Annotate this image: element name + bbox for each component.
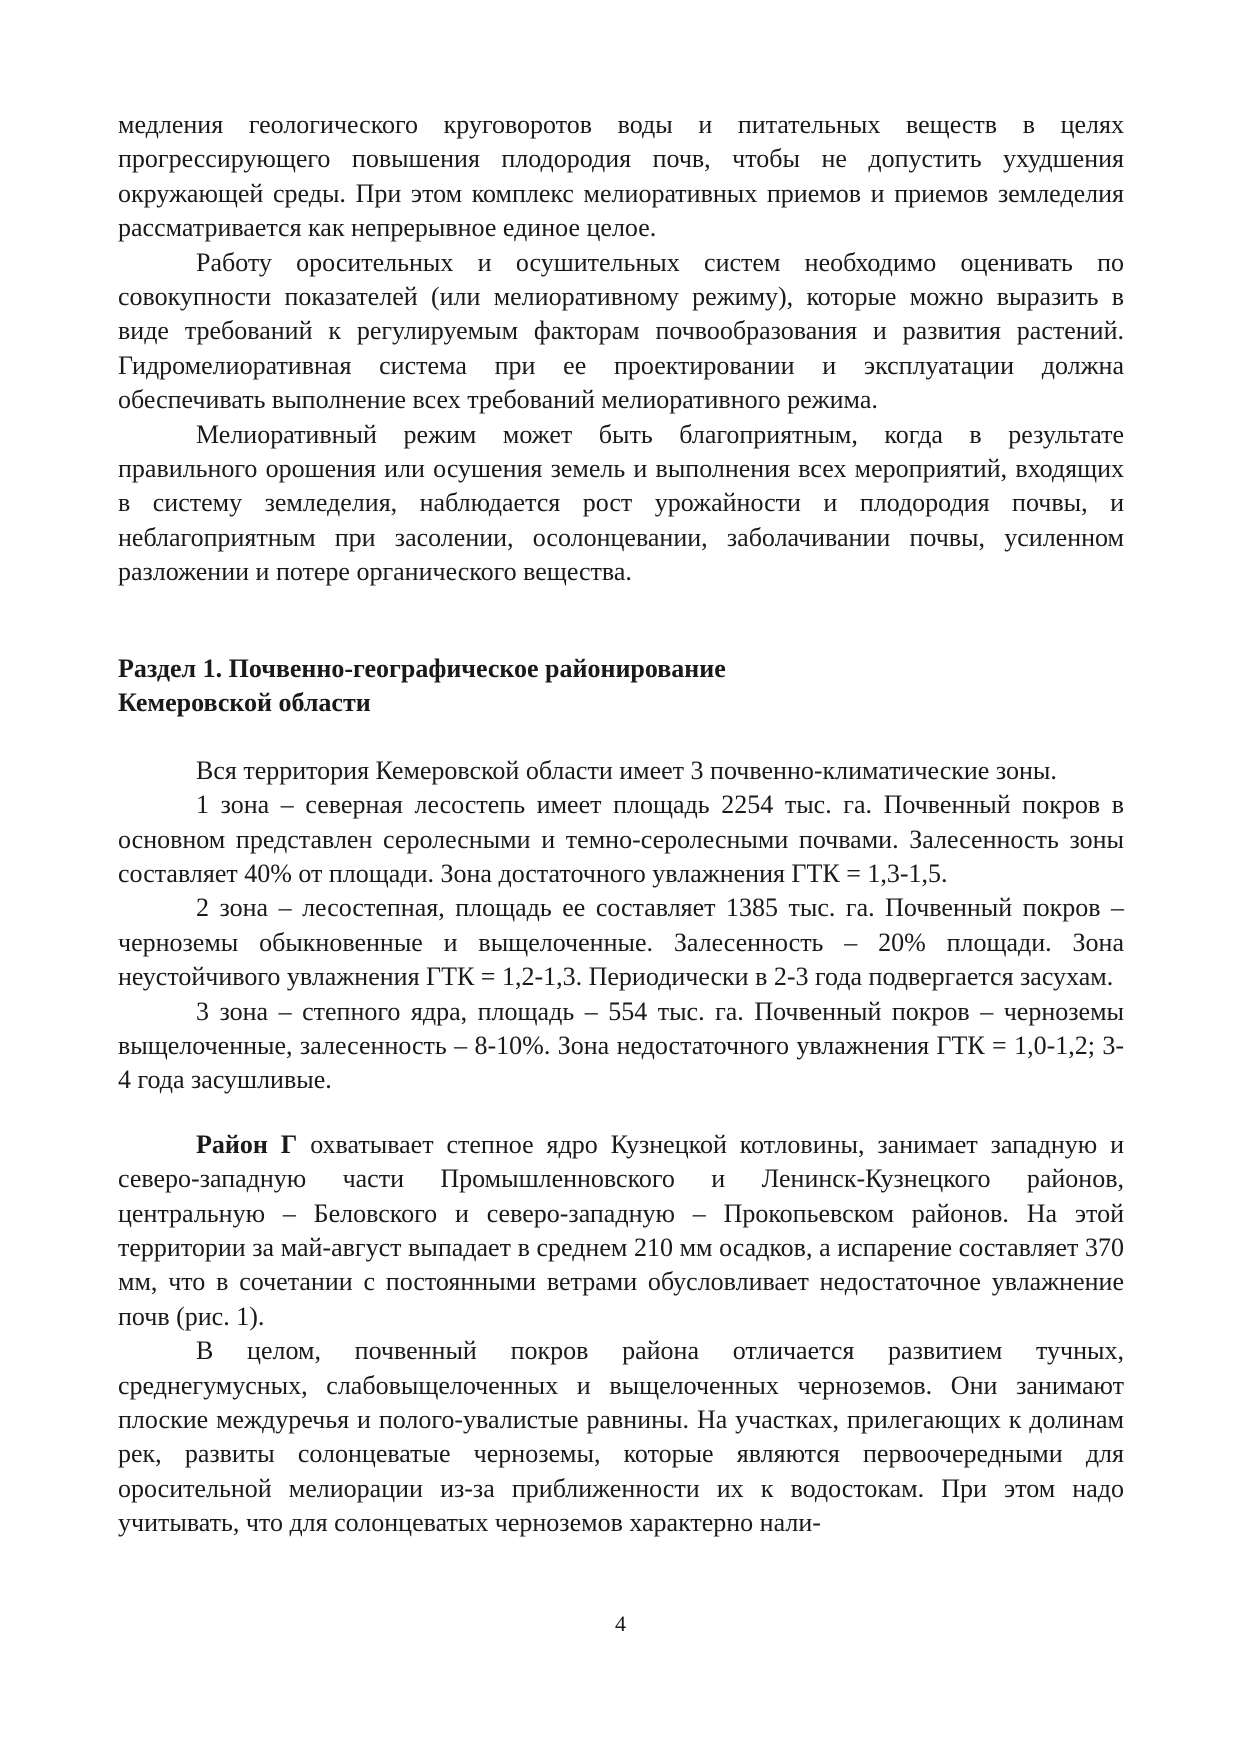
page-number: 4 [615, 1611, 626, 1636]
district-name: Район Г [196, 1129, 298, 1159]
section-title-line2: Кемеровской области [118, 687, 371, 717]
spacer [118, 720, 1124, 754]
paragraph-district [118, 1128, 1124, 1334]
paragraph-continuation: медления геологического круговоротов воды и питательных веществ в целях прогрессирующего повышения плодородия почв, чтобы не допустить ухудшения окружающей среды. При этом комплекс мелиоративных приемов и приемов земледелия рассматривается как непрерывное единое целое. [118, 110, 1124, 243]
section-title-line1: Раздел 1. Почвенно-географическое районирование [118, 653, 726, 683]
paragraph-zone-3: 3 зона – степного ядра, площадь – 554 тыс. га. Почвенный покров – черноземы выщелоченные, залесенность – 8-10%. Зона недостаточного увлажнения ГТК = 1,0-1,2; 3-4 года засушливые. [118, 996, 1124, 1095]
spacer [118, 1098, 1124, 1128]
spacer [118, 590, 1124, 652]
paragraph-soil-cover: В целом, почвенный покров района отличается развитием тучных, среднегумусных, слабовыщелоченных и выщелоченных черноземов. Они занимают плоские междуречья и полого-увалистые равнины. На участках, прилегающих к долинам рек, развиты солонцеватые черноземы, которые являются первоочередными для оросительной мелиорации из-за приближенности их к водостокам. При этом надо учитывать, что для солонцеватых черноземов характерно нали- [118, 1336, 1124, 1538]
paragraph-zone-1: 1 зона – северная лесостепь имеет площадь 2254 тыс. га. Почвенный покров в основном представлен серолесными и темно-серолесными почвами. Залесенность зоны составляет 40% от площади. Зона достаточного увлажнения ГТК = 1,3-1,5. [118, 790, 1124, 888]
district-text: охватывает степное ядро Кузнецкой котловины, занимает западную и северо-западную части Промышленновского и Ленинск-Кузнецкого районов, центральную – Беловского и северо-западную – Прокопьевском районов. На этой территории за май-август выпадает в среднем 210 мм осадков, а испарение составляет 370 мм, что в сочетании с постоянными ветрами обусловливает недостаточное увлажнение почв (рис. 1). [118, 1129, 1124, 1331]
paragraph-zone-2: 2 зона – лесостепная, площадь ее составляет 1385 тыс. га. Почвенный покров – черноземы обыкновенные и выщелоченные. Залесенность – 20% площади. Зона неустойчивого увлажнения ГТК = 1,2-1,3. Периодически в 2-3 года подвергается засухам. [118, 893, 1124, 992]
page-body [118, 108, 1124, 1541]
paragraph-regime: Мелиоративный режим может быть благоприятным, когда в результате правильного орошения или осушения земель и выполнения всех мероприятий, входящих в систему земледелия, наблюдается рост урожайности и плодородия почвы, и неблагоприятным при засолении, осолонцевании, заболачивании почвы, усиленном разложении и потере органического вещества. [118, 419, 1124, 587]
paragraph-systems: Работу оросительных и осушительных систем необходимо оценивать по совокупности показателей (или мелиоративному режиму), которые можно выразить в виде требований к регулируемым факторам почвообразования и развития растений. Гидромелиоративная система при ее проектировании и эксплуатации должна обеспечивать выполнение всех требований мелиоративного режима. [118, 247, 1124, 415]
paragraph-zones-intro: Вся территория Кемеровской области имеет 3 почвенно-климатические зоны. [196, 755, 1057, 785]
